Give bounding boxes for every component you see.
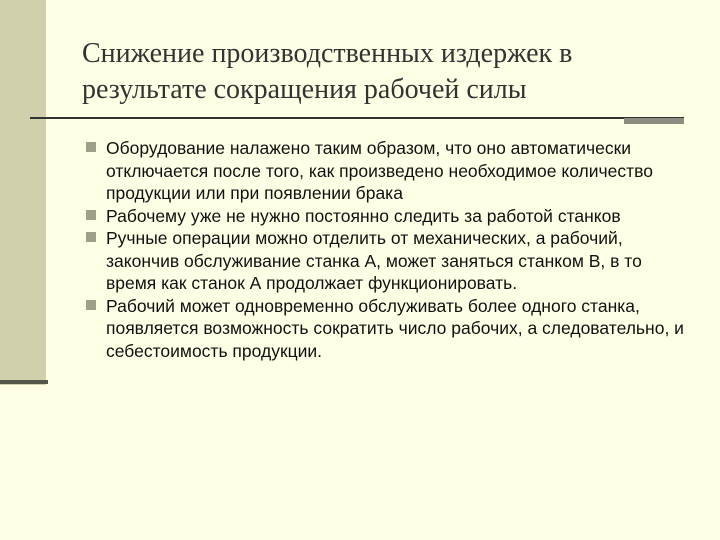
- left-band-edge: [0, 380, 48, 384]
- bullet-item: [86, 227, 686, 295]
- bullet-list: [86, 137, 686, 362]
- divider-accent-block: [624, 118, 684, 124]
- square-bullet-icon: [86, 210, 96, 220]
- bullet-text: Оборудование налажено таким образом, что оно автоматически отключается после того, как произведено необходимое количество продукции или при появлении брака: [106, 138, 653, 203]
- bullet-text: Рабочему уже не нужно постоянно следить за работой станков: [106, 205, 621, 226]
- bullet-item: [86, 295, 686, 363]
- left-decorative-band: [0, 0, 46, 385]
- square-bullet-icon: [86, 142, 96, 152]
- bullet-item: [86, 137, 686, 205]
- bullet-text: Рабочий может одновременно обслуживать более одного станка, появляется возможность сократить число рабочих, а следовательно, и себестоимость продукции.: [106, 295, 684, 361]
- bullet-text: Ручные операции можно отделить от механических, а рабочий, закончив обслуживание станка А, может заняться станком В, в то время как станок А продолжает функционировать.: [106, 228, 642, 293]
- slide-title: Снижение производственных издержек в результате сокращения рабочей силы: [82, 38, 573, 105]
- square-bullet-icon: [86, 300, 96, 310]
- square-bullet-icon: [86, 232, 96, 242]
- title-divider: [30, 117, 684, 119]
- bullet-item: [86, 205, 686, 228]
